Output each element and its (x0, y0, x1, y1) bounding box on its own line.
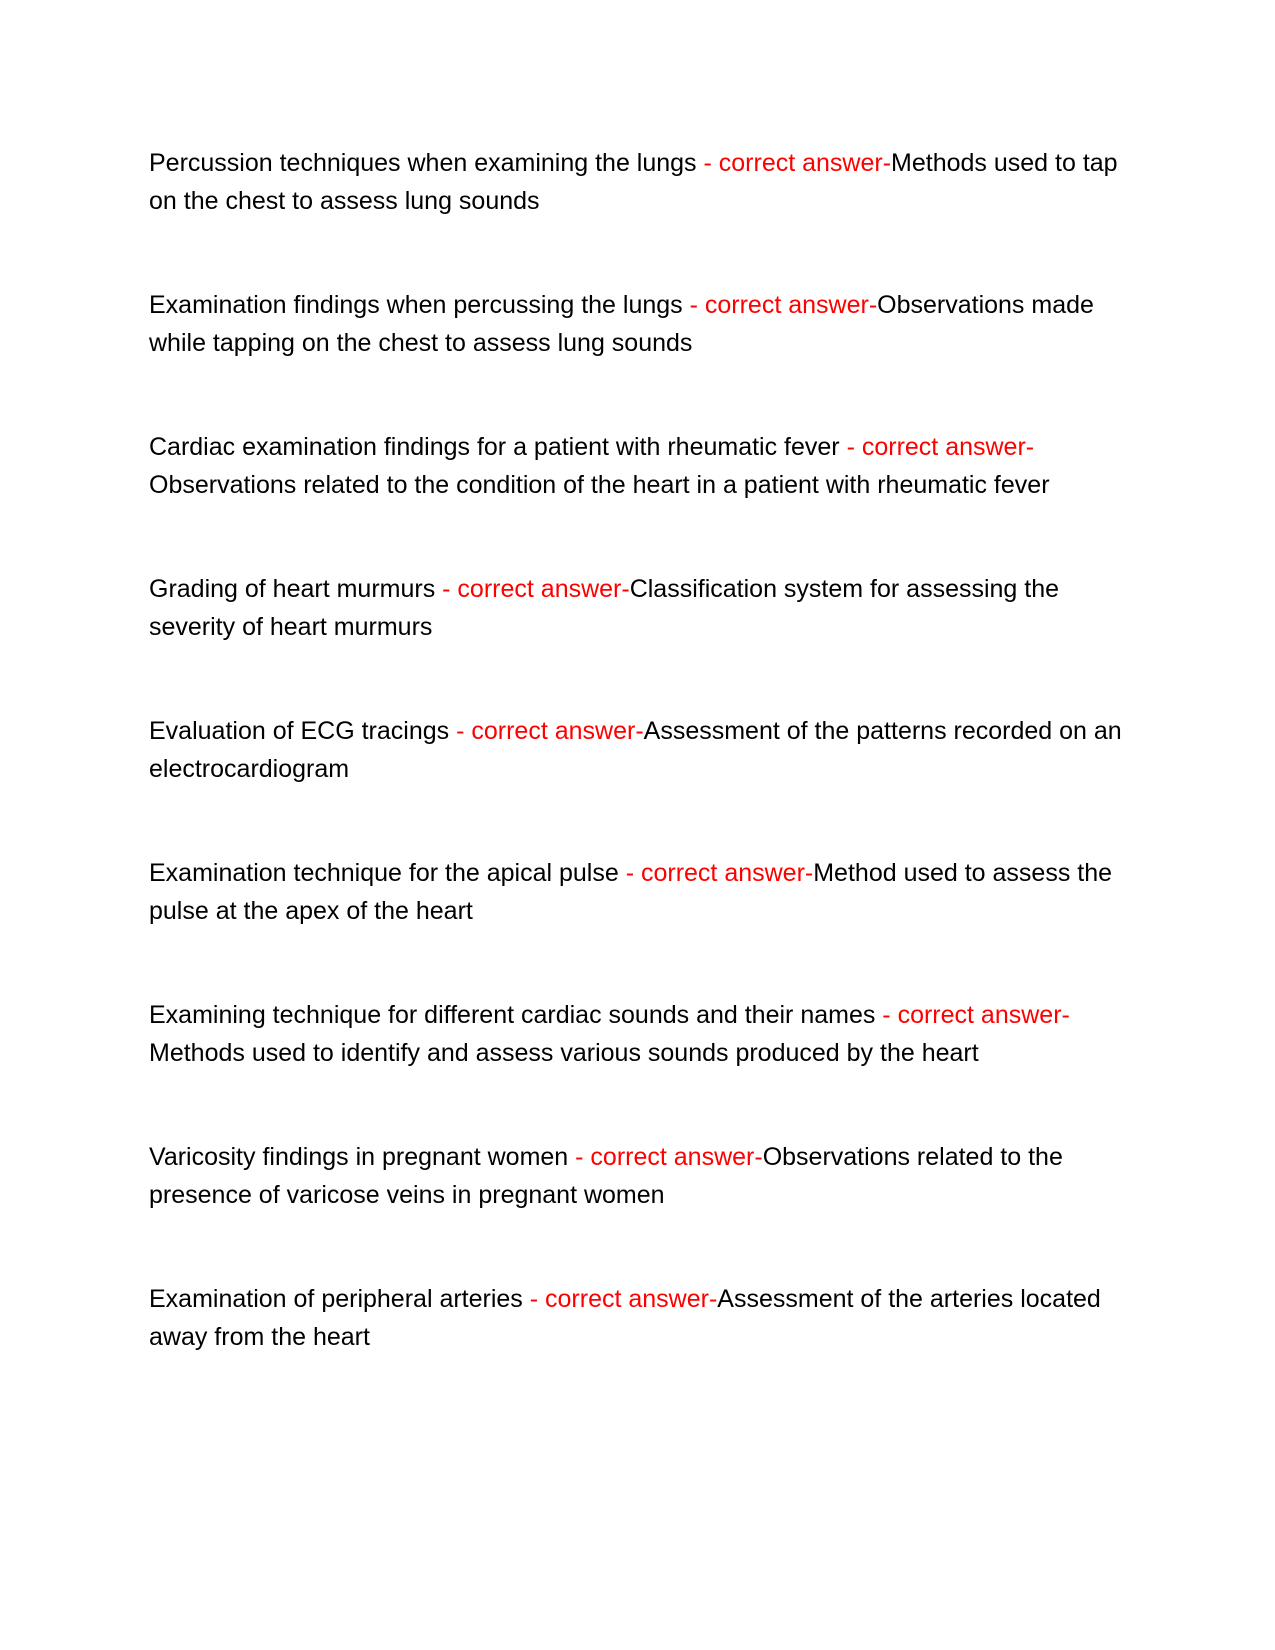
answer-text: Observations related to the condition of the heart in a patient with rheumatic fever (149, 471, 1050, 499)
qa-entry (149, 570, 1124, 646)
qa-entry (149, 428, 1124, 504)
qa-entry (149, 712, 1124, 788)
answer-text: Assessment of the arteries located away from the heart (149, 1285, 1101, 1351)
correct-answer-marker: - correct answer- (568, 1143, 763, 1171)
correct-answer-marker: - correct answer- (839, 433, 1035, 461)
qa-entry (149, 286, 1124, 362)
correct-answer-marker: - correct answer- (682, 291, 878, 319)
question-term: Grading of heart murmurs (149, 575, 436, 603)
question-term: Examination findings when percussing the lungs (149, 291, 683, 319)
question-term: Examining technique for different cardiac sounds and their names (149, 1001, 876, 1029)
correct-answer-marker: - correct answer- (449, 717, 644, 745)
correct-answer-marker: - correct answer- (618, 859, 814, 887)
correct-answer-marker: - correct answer- (875, 1001, 1070, 1029)
qa-entry (149, 1280, 1124, 1356)
qa-entry (149, 1138, 1124, 1214)
correct-answer-marker: - correct answer- (435, 575, 630, 603)
question-term: Examination of peripheral arteries (149, 1285, 523, 1313)
correct-answer-marker: - correct answer- (696, 149, 892, 177)
qa-entry (149, 996, 1124, 1072)
qa-entry (149, 854, 1124, 930)
answer-text: Observations related to the presence of varicose veins in pregnant women (149, 1143, 1063, 1209)
answer-text: Observations made while tapping on the chest to assess lung sounds (149, 291, 1094, 357)
flashcard-list (149, 144, 1124, 1422)
question-term: Percussion techniques when examining the lungs (149, 149, 697, 177)
answer-text: Classification system for assessing the severity of heart murmurs (149, 575, 1060, 641)
question-term: Cardiac examination findings for a patient with rheumatic fever (149, 433, 840, 461)
question-term: Varicosity findings in pregnant women (149, 1143, 569, 1171)
answer-text: Methods used to tap on the chest to assess lung sounds (149, 149, 1118, 215)
answer-text: Methods used to identify and assess various sounds produced by the heart (149, 1039, 979, 1067)
qa-entry (149, 144, 1124, 220)
answer-text: Method used to assess the pulse at the apex of the heart (149, 859, 1113, 925)
question-term: Examination technique for the apical pulse (149, 859, 619, 887)
question-term: Evaluation of ECG tracings (149, 717, 450, 745)
answer-text: Assessment of the patterns recorded on an electrocardiogram (149, 717, 1122, 783)
correct-answer-marker: - correct answer- (522, 1285, 718, 1313)
